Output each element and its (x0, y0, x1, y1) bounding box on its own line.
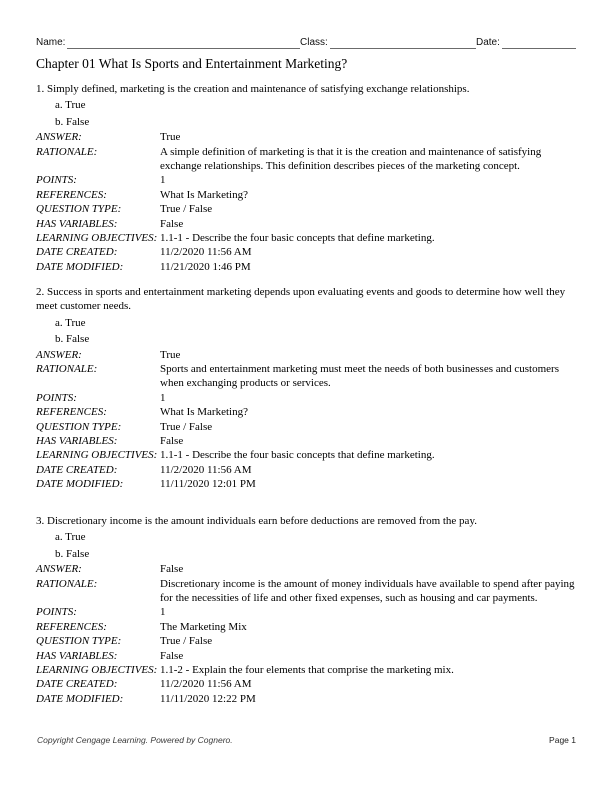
date-created-label: DATE CREATED: (36, 463, 118, 476)
rationale-label: RATIONALE: (36, 363, 98, 376)
page-number: Page 1 (549, 735, 576, 745)
answer-row (36, 562, 576, 576)
choice-a-true: a. True (55, 316, 86, 329)
class-label: Class: (300, 37, 328, 48)
has-variables-row (36, 434, 576, 448)
learning-objectives-value: 1.1-1 - Describe the four basic concepts that define marketing. (160, 232, 435, 245)
date-field (476, 37, 576, 49)
references-label: REFERENCES: (36, 620, 107, 633)
references-value: What Is Marketing? (160, 406, 248, 419)
question-stem: 3. Discretionary income is the amount individuals earn before deductions are removed from the pay. (36, 515, 477, 527)
references-row (36, 620, 576, 634)
has-variables-label: HAS VARIABLES: (36, 435, 118, 448)
name-field (36, 37, 300, 49)
question-block-1 (36, 82, 576, 274)
date-created-row (36, 463, 576, 477)
class-blank-line (330, 37, 476, 49)
date-modified-row (36, 260, 576, 274)
rationale-label: RATIONALE: (36, 145, 98, 158)
date-created-value: 11/2/2020 11:56 AM (160, 463, 252, 476)
date-created-row (36, 677, 576, 691)
date-modified-label: DATE MODIFIED: (36, 478, 124, 491)
page-footer (37, 735, 576, 745)
references-label: REFERENCES: (36, 188, 107, 201)
name-label: Name: (36, 37, 66, 48)
has-variables-row (36, 649, 576, 663)
date-modified-value: 11/11/2020 12:22 PM (160, 692, 256, 705)
references-value: What Is Marketing? (160, 188, 248, 201)
learning-objectives-row (36, 448, 576, 462)
class-field (300, 37, 476, 49)
has-variables-value: False (160, 435, 184, 448)
references-row (36, 405, 576, 419)
question-type-label: QUESTION TYPE: (36, 203, 122, 216)
learning-objectives-label: LEARNING OBJECTIVES: (36, 232, 158, 245)
learning-objectives-value: 1.1-2 - Explain the four elements that comprise the marketing mix. (160, 664, 454, 677)
date-modified-label: DATE MODIFIED: (36, 260, 124, 273)
answer-row (36, 130, 576, 144)
question-metadata (36, 130, 576, 274)
header-fill-in-row (36, 37, 576, 49)
answer-label: ANSWER: (36, 131, 82, 144)
references-row (36, 188, 576, 202)
question-metadata (36, 348, 576, 492)
question-type-row (36, 202, 576, 216)
question-block-2 (36, 285, 576, 492)
rationale-value: Discretionary income is the amount of money individuals have available to spend after paying for the necessities of life and other fixed expenses, such as housing and car payments. (160, 577, 575, 605)
date-modified-row (36, 692, 576, 706)
date-created-label: DATE CREATED: (36, 246, 118, 259)
date-modified-value: 11/21/2020 1:46 PM (160, 260, 251, 273)
question-type-row (36, 420, 576, 434)
date-modified-value: 11/11/2020 12:01 PM (160, 478, 256, 491)
learning-objectives-row (36, 231, 576, 245)
answer-value: True (160, 348, 181, 361)
learning-objectives-value: 1.1-1 - Describe the four basic concepts that define marketing. (160, 449, 435, 462)
points-value: 1 (160, 606, 166, 619)
choice-b-false: b. False (55, 547, 90, 560)
question-type-value: True / False (160, 420, 213, 433)
date-created-value: 11/2/2020 11:56 AM (160, 246, 252, 259)
has-variables-label: HAS VARIABLES: (36, 217, 118, 230)
learning-objectives-label: LEARNING OBJECTIVES: (36, 449, 158, 462)
question-metadata (36, 562, 576, 706)
question-type-value: True / False (160, 635, 213, 648)
rationale-row (36, 145, 576, 174)
question-type-label: QUESTION TYPE: (36, 635, 122, 648)
question-stem: 2. Success in sports and entertainment marketing depends upon evaluating events and goods to determine how well they meet customer needs. (36, 286, 566, 313)
answer-label: ANSWER: (36, 348, 82, 361)
references-label: REFERENCES: (36, 406, 107, 419)
points-value: 1 (160, 174, 166, 187)
rationale-row (36, 362, 576, 391)
choice-a-true: a. True (55, 531, 86, 544)
points-label: POINTS: (36, 606, 77, 619)
choice-a-true: a. True (55, 99, 86, 112)
points-label: POINTS: (36, 391, 77, 404)
date-modified-row (36, 477, 576, 491)
question-type-value: True / False (160, 203, 213, 216)
points-row (36, 391, 576, 405)
date-modified-label: DATE MODIFIED: (36, 692, 124, 705)
date-created-label: DATE CREATED: (36, 678, 118, 691)
date-created-row (36, 245, 576, 259)
has-variables-value: False (160, 217, 184, 230)
answer-value: True (160, 131, 181, 144)
references-value: The Marketing Mix (160, 620, 247, 633)
date-created-value: 11/2/2020 11:56 AM (160, 678, 252, 691)
date-blank-line (502, 37, 576, 49)
choice-b-false: b. False (55, 333, 90, 346)
choice-b-false: b. False (55, 115, 90, 128)
question-stem: 1. Simply defined, marketing is the creation and maintenance of satisfying exchange relationships. (36, 83, 470, 95)
points-row (36, 605, 576, 619)
points-row (36, 173, 576, 187)
answer-label: ANSWER: (36, 563, 82, 576)
answer-row (36, 348, 576, 362)
question-type-row (36, 634, 576, 648)
learning-objectives-label: LEARNING OBJECTIVES: (36, 664, 158, 677)
has-variables-value: False (160, 649, 184, 662)
rationale-row (36, 577, 576, 606)
rationale-label: RATIONALE: (36, 577, 98, 590)
points-label: POINTS: (36, 174, 77, 187)
has-variables-row (36, 217, 576, 231)
learning-objectives-row (36, 663, 576, 677)
question-block-3 (36, 514, 576, 706)
has-variables-label: HAS VARIABLES: (36, 649, 118, 662)
date-label: Date: (476, 37, 500, 48)
name-blank-line (67, 37, 300, 49)
points-value: 1 (160, 391, 166, 404)
rationale-value: Sports and entertainment marketing must meet the needs of both businesses and customers when exchanging products or services. (160, 363, 559, 390)
question-type-label: QUESTION TYPE: (36, 420, 122, 433)
answer-value: False (160, 563, 184, 576)
chapter-title: Chapter 01 What Is Sports and Entertainment Marketing? (36, 56, 348, 71)
rationale-value: A simple definition of marketing is that it is the creation and maintenance of satisfying exchange relationships. This definition describes pieces of the marketing concept. (160, 145, 542, 173)
copyright-text: Copyright Cengage Learning. Powered by Cognero. (37, 735, 233, 745)
